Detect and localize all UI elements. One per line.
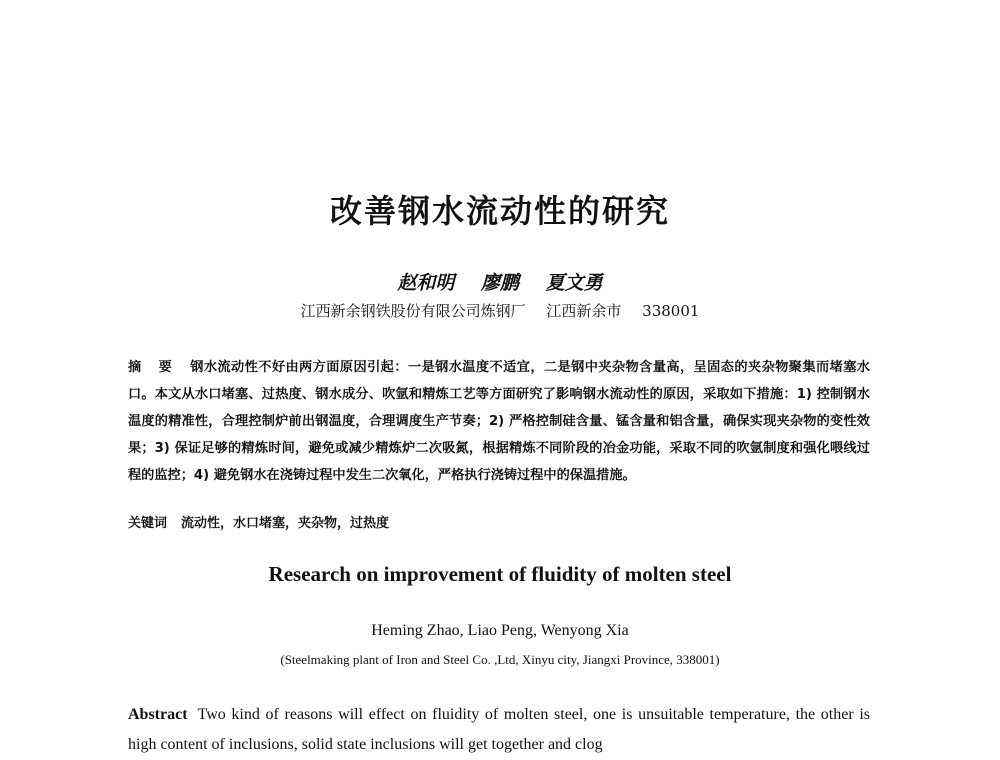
affiliation-city: 江西新余市 — [546, 302, 622, 320]
chinese-authors — [0, 268, 1000, 295]
author-1: 赵和明 — [397, 272, 455, 294]
chinese-abstract-text: 钢水流动性不好由两方面原因引起：一是钢水温度不适宜，二是钢中夹杂物含量高，呈固态的夹杂物聚集而堵塞水口。本文从水口堵塞、过热度、钢水成分、吹氩和精炼工艺等方面研究了影响钢水流动性的原因，采取如下措施：1) 控制钢水温度的精准性，合理控制炉前出钢温度，合理调度生产节奏；2) 严格控制硅含量、锰含量和铝含量，确保实现夹杂物的变性效果；3) 保证足够的精炼时间，避免或减少精炼炉二次吸氮，根据精炼不同阶段的冶金功能，采取不同的吹氩制度和强化喂线过程的监控；4) 避免钢水在浇铸过程中发生二次氧化，严格执行浇铸过程中的保温措施。 — [128, 360, 870, 483]
chinese-affiliation — [0, 300, 1000, 321]
chinese-keywords — [128, 512, 870, 531]
affiliation-org: 江西新余钢铁股份有限公司炼钢厂 — [300, 302, 526, 320]
affiliation-postcode: 338001 — [642, 302, 700, 320]
english-abstract — [128, 700, 870, 760]
chinese-abstract — [128, 354, 870, 489]
chinese-keywords-label: 关键词 — [128, 516, 168, 531]
english-abstract-text: Two kind of reasons will effect on fluidity of molten steel, one is unsuitable temperature, the other is high content of inclusions, solid state inclusions will get together and clog — [128, 706, 870, 753]
english-abstract-label: Abstract — [128, 706, 188, 723]
chinese-abstract-label: 摘 要 — [128, 360, 179, 375]
english-title: Research on improvement of fluidity of molten steel — [268, 562, 732, 586]
author-3: 夏文勇 — [545, 272, 603, 294]
chinese-title: 改善钢水流动性的研究 — [329, 192, 670, 230]
chinese-keywords-text: 流动性，水口堵塞，夹杂物，过热度 — [181, 516, 390, 531]
english-affiliation: (Steelmaking plant of Iron and Steel Co. ,Ltd, Xinyu city, Jiangxi Province, 338001) — [280, 652, 720, 667]
english-authors: Heming Zhao, Liao Peng, Wenyong Xia — [371, 622, 629, 639]
author-2: 廖鹏 — [480, 272, 519, 294]
